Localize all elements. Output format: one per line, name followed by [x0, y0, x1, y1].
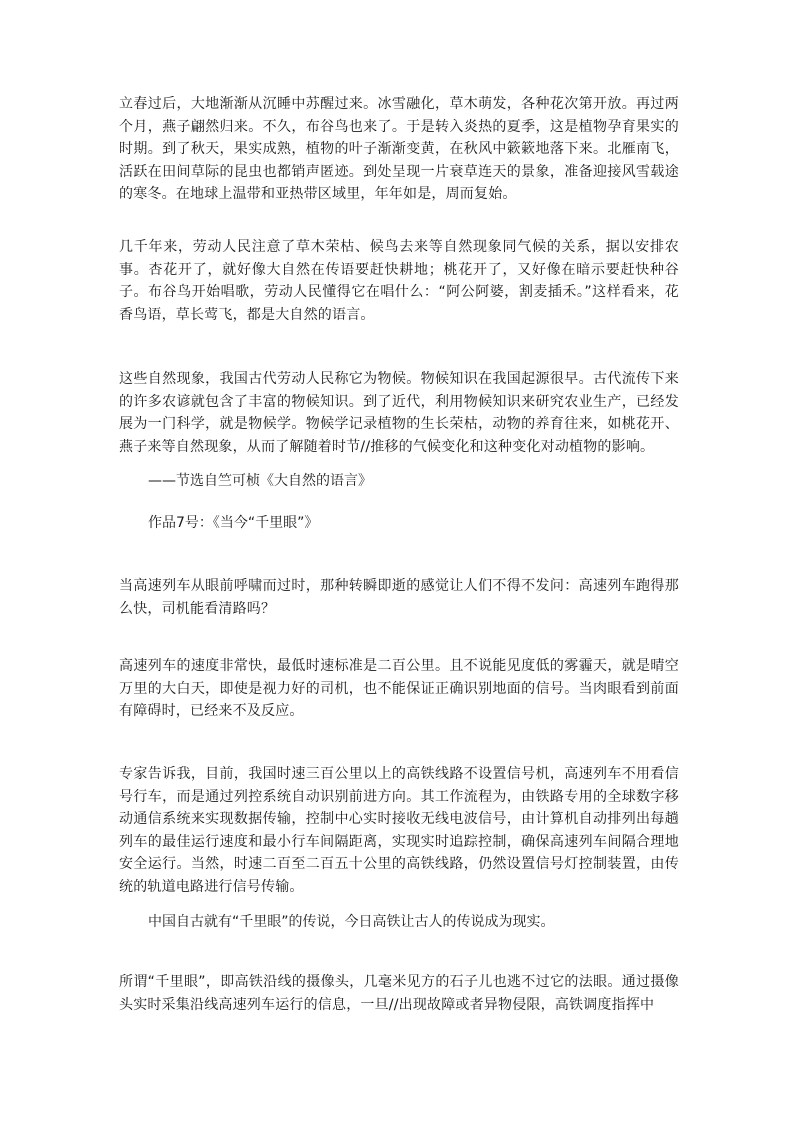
paragraph-spring: 立春过后，大地渐渐从沉睡中苏醒过来。冰雪融化，草木萌发，各种花次第开放。再过两个月，燕子翩然归来。不久，布谷鸟也来了。于是转入炎热的夏季，这是植物孕育果实的时期。到了秋天，果实成熟，植物的叶子渐渐变黄，在秋风中簌簌地落下来。北雁南飞，活跃在田间草际的昆虫也都销声匿迹。到处呈现一片衰草连天的景象，准备迎接风雪载途的寒冬。在地球上温带和亚热带区域里，年年如是，周而复始。: [119, 96, 679, 202]
paragraph-expert-explanation: 专家告诉我，目前，我国时速三百公里以上的高铁线路不设置信号机，高速列车不用看信号行车，而是通过列控系统自动识别前进方向。其工作流程为，由铁路专用的全球数字移动通信系统来实现数据传输，控制中心实时接收无线电波信号，由计算机自动排列出每趟列车的最佳运行速度和最小行车间隔距离，实现实时追踪控制，确保高速列车间隔合理地安全运行。当然，时速二百至二百五十公里的高铁线路，仍然设置信号灯控制装置，由传统的轨道电路进行信号传输。: [119, 766, 679, 895]
source-citation: ——节选自竺可桢《大自然的语言》: [148, 473, 372, 489]
paragraph-train-speed: 高速列车的速度非常快，最低时速标准是二百公里。且不说能见度低的雾霾天，就是晴空万里的大白天，即使是视力好的司机，也不能保证正确识别地面的信号。当肉眼看到前面有障碍时，已经来不及反应。: [119, 658, 679, 719]
paragraph-labor-people: 几千年来，劳动人民注意了草木荣枯、候鸟去来等自然现象同气候的关系，据以安排农事。杏花开了，就好像大自然在传语要赶快耕地；桃花开了，又好像在暗示要赶快种谷子。布谷鸟开始唱歌，劳动人民懂得它在唱什么：“阿公阿婆，割麦插禾。”这样看来，花香鸟语，草长莺飞，都是大自然的语言。: [119, 239, 679, 323]
paragraph-phenology: 这些自然现象，我国古代劳动人民称它为物候。物候知识在我国起源很早。古代流传下来的许多农谚就包含了丰富的物候知识。到了近代，利用物候知识来研究农业生产，已经发展为一门科学，就是物候学。物候学记录植物的生长荣枯，动物的养育往来，如桃花开、燕子来等自然现象，从而了解随着时节//推移的气候变化和这种变化对动植物的影响。: [119, 371, 679, 455]
indented-legend-line: 中国自古就有“千里眼”的传说，今日高铁让古人的传说成为现实。: [148, 914, 555, 930]
work-title: 作品7号：《当今“千里眼”》: [148, 515, 319, 531]
paragraph-camera: 所谓“千里眼”，即高铁沿线的摄像头，几毫米见方的石子儿也逃不过它的法眼。通过摄像头实时采集沿线高速列车运行的信息，一旦//出现故障或者异物侵限，高铁调度指挥中: [119, 974, 679, 1013]
paragraph-train-question: 当高速列车从眼前呼啸而过时，那种转瞬即逝的感觉让人们不得不发问：高速列车跑得那么快，司机能看清路吗？: [119, 578, 679, 617]
